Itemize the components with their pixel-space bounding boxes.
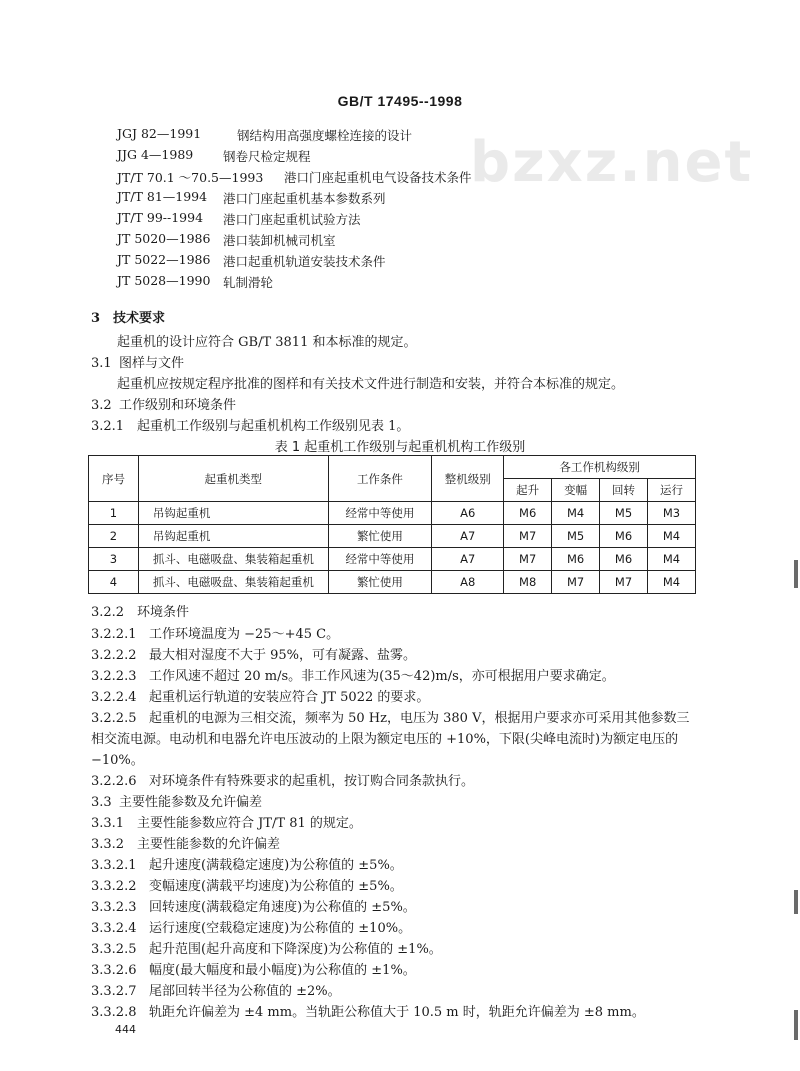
cell: M7 [504, 525, 552, 548]
section-number: 3.3.2.4 [91, 921, 137, 936]
paragraph [91, 959, 416, 978]
page-header: GB/T 17495--1998 [337, 93, 463, 109]
paragraph-continuation: −10%。 [91, 753, 144, 768]
section-number: 3.2.2.5 [91, 711, 137, 726]
paragraph-text: 轨距允许偏差为 ±4 mm。当轨距公称值大于 10.5 m 时，轨距允许偏差为 ±8 mm。 [149, 1005, 645, 1020]
paragraph-text: 回转速度(满载稳定角速度)为公称值的 ±5%。 [149, 900, 416, 915]
header-hoist: 起升 [504, 479, 552, 502]
ref-item [117, 147, 311, 164]
section-number: 3.2.2.3 [91, 669, 137, 684]
ref-item [117, 252, 386, 269]
cell: M7 [504, 548, 552, 571]
section-number: 3.3.2.3 [91, 900, 137, 915]
ref-title: 港口门座起重机试验方法 [223, 212, 361, 227]
cell: M6 [552, 548, 600, 571]
cell: A7 [432, 548, 504, 571]
section-number: 3.2.2.2 [91, 648, 137, 663]
cell: 1 [89, 502, 139, 525]
ref-code: JT 5022—1986 [117, 252, 211, 267]
paragraph [91, 707, 689, 726]
paragraph-text: 工作风速不超过 20 m/s。非工作风速为(35～42)m/s，亦可根据用户要求确定。 [149, 669, 615, 684]
header-no: 序号 [89, 456, 139, 502]
cell: M7 [552, 571, 600, 594]
cell: M8 [504, 571, 552, 594]
table-row [89, 525, 696, 548]
paragraph [91, 917, 411, 936]
ref-code: JT/T 81—1994 [117, 189, 208, 204]
table-row [89, 571, 696, 594]
cell: M7 [600, 571, 648, 594]
section-heading [91, 601, 189, 620]
paragraph [91, 812, 362, 831]
paragraph: 起重机应按规定程序批准的图样和有关技术文件进行制造和安装，并符合本标准的规定。 [117, 377, 625, 392]
section-number: 3.2 [91, 398, 112, 413]
section-number: 3.2.1 [91, 419, 125, 434]
ref-code: JGJ 82—1991 [117, 126, 202, 141]
section-number: 3.2.2.1 [91, 627, 137, 642]
cell: M6 [600, 548, 648, 571]
cell: 吊钩起重机 [138, 525, 328, 548]
paragraph-text: 起重机运行轨道的安装应符合 JT 5022 的要求。 [149, 690, 430, 705]
paragraph [91, 665, 615, 684]
table-row [89, 548, 696, 571]
ref-item [117, 273, 274, 290]
ref-code: JT/T 99--1994 [117, 210, 204, 225]
paragraph [91, 623, 339, 642]
header-luff: 变幅 [552, 479, 600, 502]
section-title: 主要性能参数及允许偏差 [119, 795, 263, 810]
section-number: 3.2.2 [91, 605, 125, 620]
ref-title: 轧制滑轮 [223, 275, 274, 290]
cell: M3 [648, 502, 696, 525]
paragraph-text: 起升范围(起升高度和下降深度)为公称值的 ±1%。 [149, 942, 442, 957]
ref-title: 港口起重机轨道安装技术条件 [223, 254, 386, 269]
section-number: 3.3 [91, 795, 112, 810]
paragraph [91, 896, 416, 915]
section-title: 图样与文件 [119, 356, 185, 371]
ref-title: 港口装卸机械司机室 [223, 233, 336, 248]
paragraph [91, 415, 409, 434]
section-heading [91, 394, 236, 413]
scan-edge-mark [794, 890, 798, 914]
paragraph-text: 变幅速度(满载平均速度)为公称值的 ±5%。 [149, 879, 403, 894]
paragraph [91, 938, 442, 957]
section-number: 3.1 [91, 356, 112, 371]
paragraph-text: 幅度(最大幅度和最小幅度)为公称值的 ±1%。 [149, 963, 416, 978]
cell: A7 [432, 525, 504, 548]
paragraph-text: 主要性能参数应符合 JT/T 81 的规定。 [137, 816, 362, 831]
paragraph [91, 686, 429, 705]
section-number: 3.3.2 [91, 837, 125, 852]
paragraph-text: 工作环境温度为 −25～+45 C。 [149, 627, 340, 642]
paragraph [91, 770, 474, 789]
cell: 抓斗、电磁吸盘、集装箱起重机 [138, 571, 328, 594]
ref-title: 钢结构用高强度螺栓连接的设计 [237, 128, 413, 143]
cell: M5 [552, 525, 600, 548]
scan-edge-mark [794, 560, 798, 588]
cell: M6 [600, 525, 648, 548]
cell: 4 [89, 571, 139, 594]
section-heading [91, 352, 184, 371]
cell: M4 [552, 502, 600, 525]
cell: 经常中等使用 [328, 502, 432, 525]
paragraph [91, 854, 403, 873]
cell: 3 [89, 548, 139, 571]
paragraph [91, 1001, 645, 1020]
cell: 繁忙使用 [328, 571, 432, 594]
section-number: 3 [91, 311, 101, 326]
section-heading [91, 307, 165, 326]
section-title: 主要性能参数的允许偏差 [137, 837, 281, 852]
paragraph-text: 尾部回转半径为公称值的 ±2%。 [149, 984, 341, 999]
section-number: 3.3.2.5 [91, 942, 137, 957]
section-number: 3.3.2.8 [91, 1005, 137, 1020]
table-row [89, 502, 696, 525]
ref-title: 港口门座起重机电气设备技术条件 [284, 170, 472, 185]
cell: 抓斗、电磁吸盘、集装箱起重机 [138, 548, 328, 571]
section-number: 3.3.2.1 [91, 858, 137, 873]
header-condition: 工作条件 [328, 456, 432, 502]
cell: A8 [432, 571, 504, 594]
header-mechanism-levels: 各工作机构级别 [504, 456, 696, 479]
paragraph-text: 起重机的电源为三相交流，频率为 50 Hz，电压为 380 V，根据用户要求亦可采用其他参数三 [149, 711, 690, 726]
header-whole-level: 整机级别 [432, 456, 504, 502]
paragraph-text: 最大相对湿度不大于 95%，可有凝露、盐雾。 [149, 648, 417, 663]
scan-edge-mark [794, 1010, 798, 1040]
section-number: 3.3.2.6 [91, 963, 137, 978]
section-number: 3.3.2.7 [91, 984, 137, 999]
page-number: 444 [115, 1023, 136, 1036]
ref-item [117, 189, 386, 206]
ref-title: 港口门座起重机基本参数系列 [223, 191, 386, 206]
paragraph-text: 起升速度(满载稳定速度)为公称值的 ±5%。 [149, 858, 403, 873]
section-title: 工作级别和环境条件 [119, 398, 237, 413]
ref-title: 钢卷尺检定规程 [223, 149, 311, 164]
watermark: bzxz.net [470, 130, 754, 195]
ref-code: JT 5028—1990 [117, 273, 211, 288]
ref-code: JT/T 70.1 ～70.5—1993 [117, 170, 264, 185]
cell: M6 [504, 502, 552, 525]
paragraph-continuation: 相交流电源。电动机和电器允许电压波动的上限为额定电压的 +10%，下限(尖峰电流时)为额定电压的 [91, 732, 679, 747]
table-caption: 表 1 起重机工作级别与起重机机构工作级别 [274, 440, 526, 455]
level-table [88, 455, 696, 594]
section-number: 3.3.1 [91, 816, 125, 831]
ref-item [117, 210, 361, 227]
cell: M5 [600, 502, 648, 525]
paragraph-text: 运行速度(空载稳定速度)为公称值的 ±10%。 [149, 921, 412, 936]
cell: 吊钩起重机 [138, 502, 328, 525]
ref-item [117, 231, 336, 248]
cell: 经常中等使用 [328, 548, 432, 571]
cell: 2 [89, 525, 139, 548]
ref-code: JT 5020—1986 [117, 231, 211, 246]
section-title: 环境条件 [137, 605, 190, 620]
paragraph [91, 875, 403, 894]
header-type: 起重机类型 [138, 456, 328, 502]
cell: A6 [432, 502, 504, 525]
paragraph: 起重机的设计应符合 GB/T 3811 和本标准的规定。 [117, 335, 417, 350]
ref-item [117, 168, 472, 186]
section-heading [91, 791, 262, 810]
section-title: 技术要求 [113, 311, 166, 326]
cell: M4 [648, 571, 696, 594]
section-number: 3.2.2.6 [91, 774, 137, 789]
paragraph-text: 对环境条件有特殊要求的起重机，按订购合同条款执行。 [149, 774, 475, 789]
header-travel: 运行 [648, 479, 696, 502]
paragraph [91, 644, 416, 663]
cell: M4 [648, 525, 696, 548]
paragraph-text: 起重机工作级别与起重机机构工作级别见表 1。 [137, 419, 410, 434]
ref-code: JJG 4—1989 [117, 147, 194, 162]
header-slew: 回转 [600, 479, 648, 502]
section-number: 3.3.2.2 [91, 879, 137, 894]
cell: M4 [648, 548, 696, 571]
section-heading [91, 833, 280, 852]
paragraph [91, 980, 341, 999]
ref-item [117, 126, 413, 143]
section-number: 3.2.2.4 [91, 690, 137, 705]
cell: 繁忙使用 [328, 525, 432, 548]
